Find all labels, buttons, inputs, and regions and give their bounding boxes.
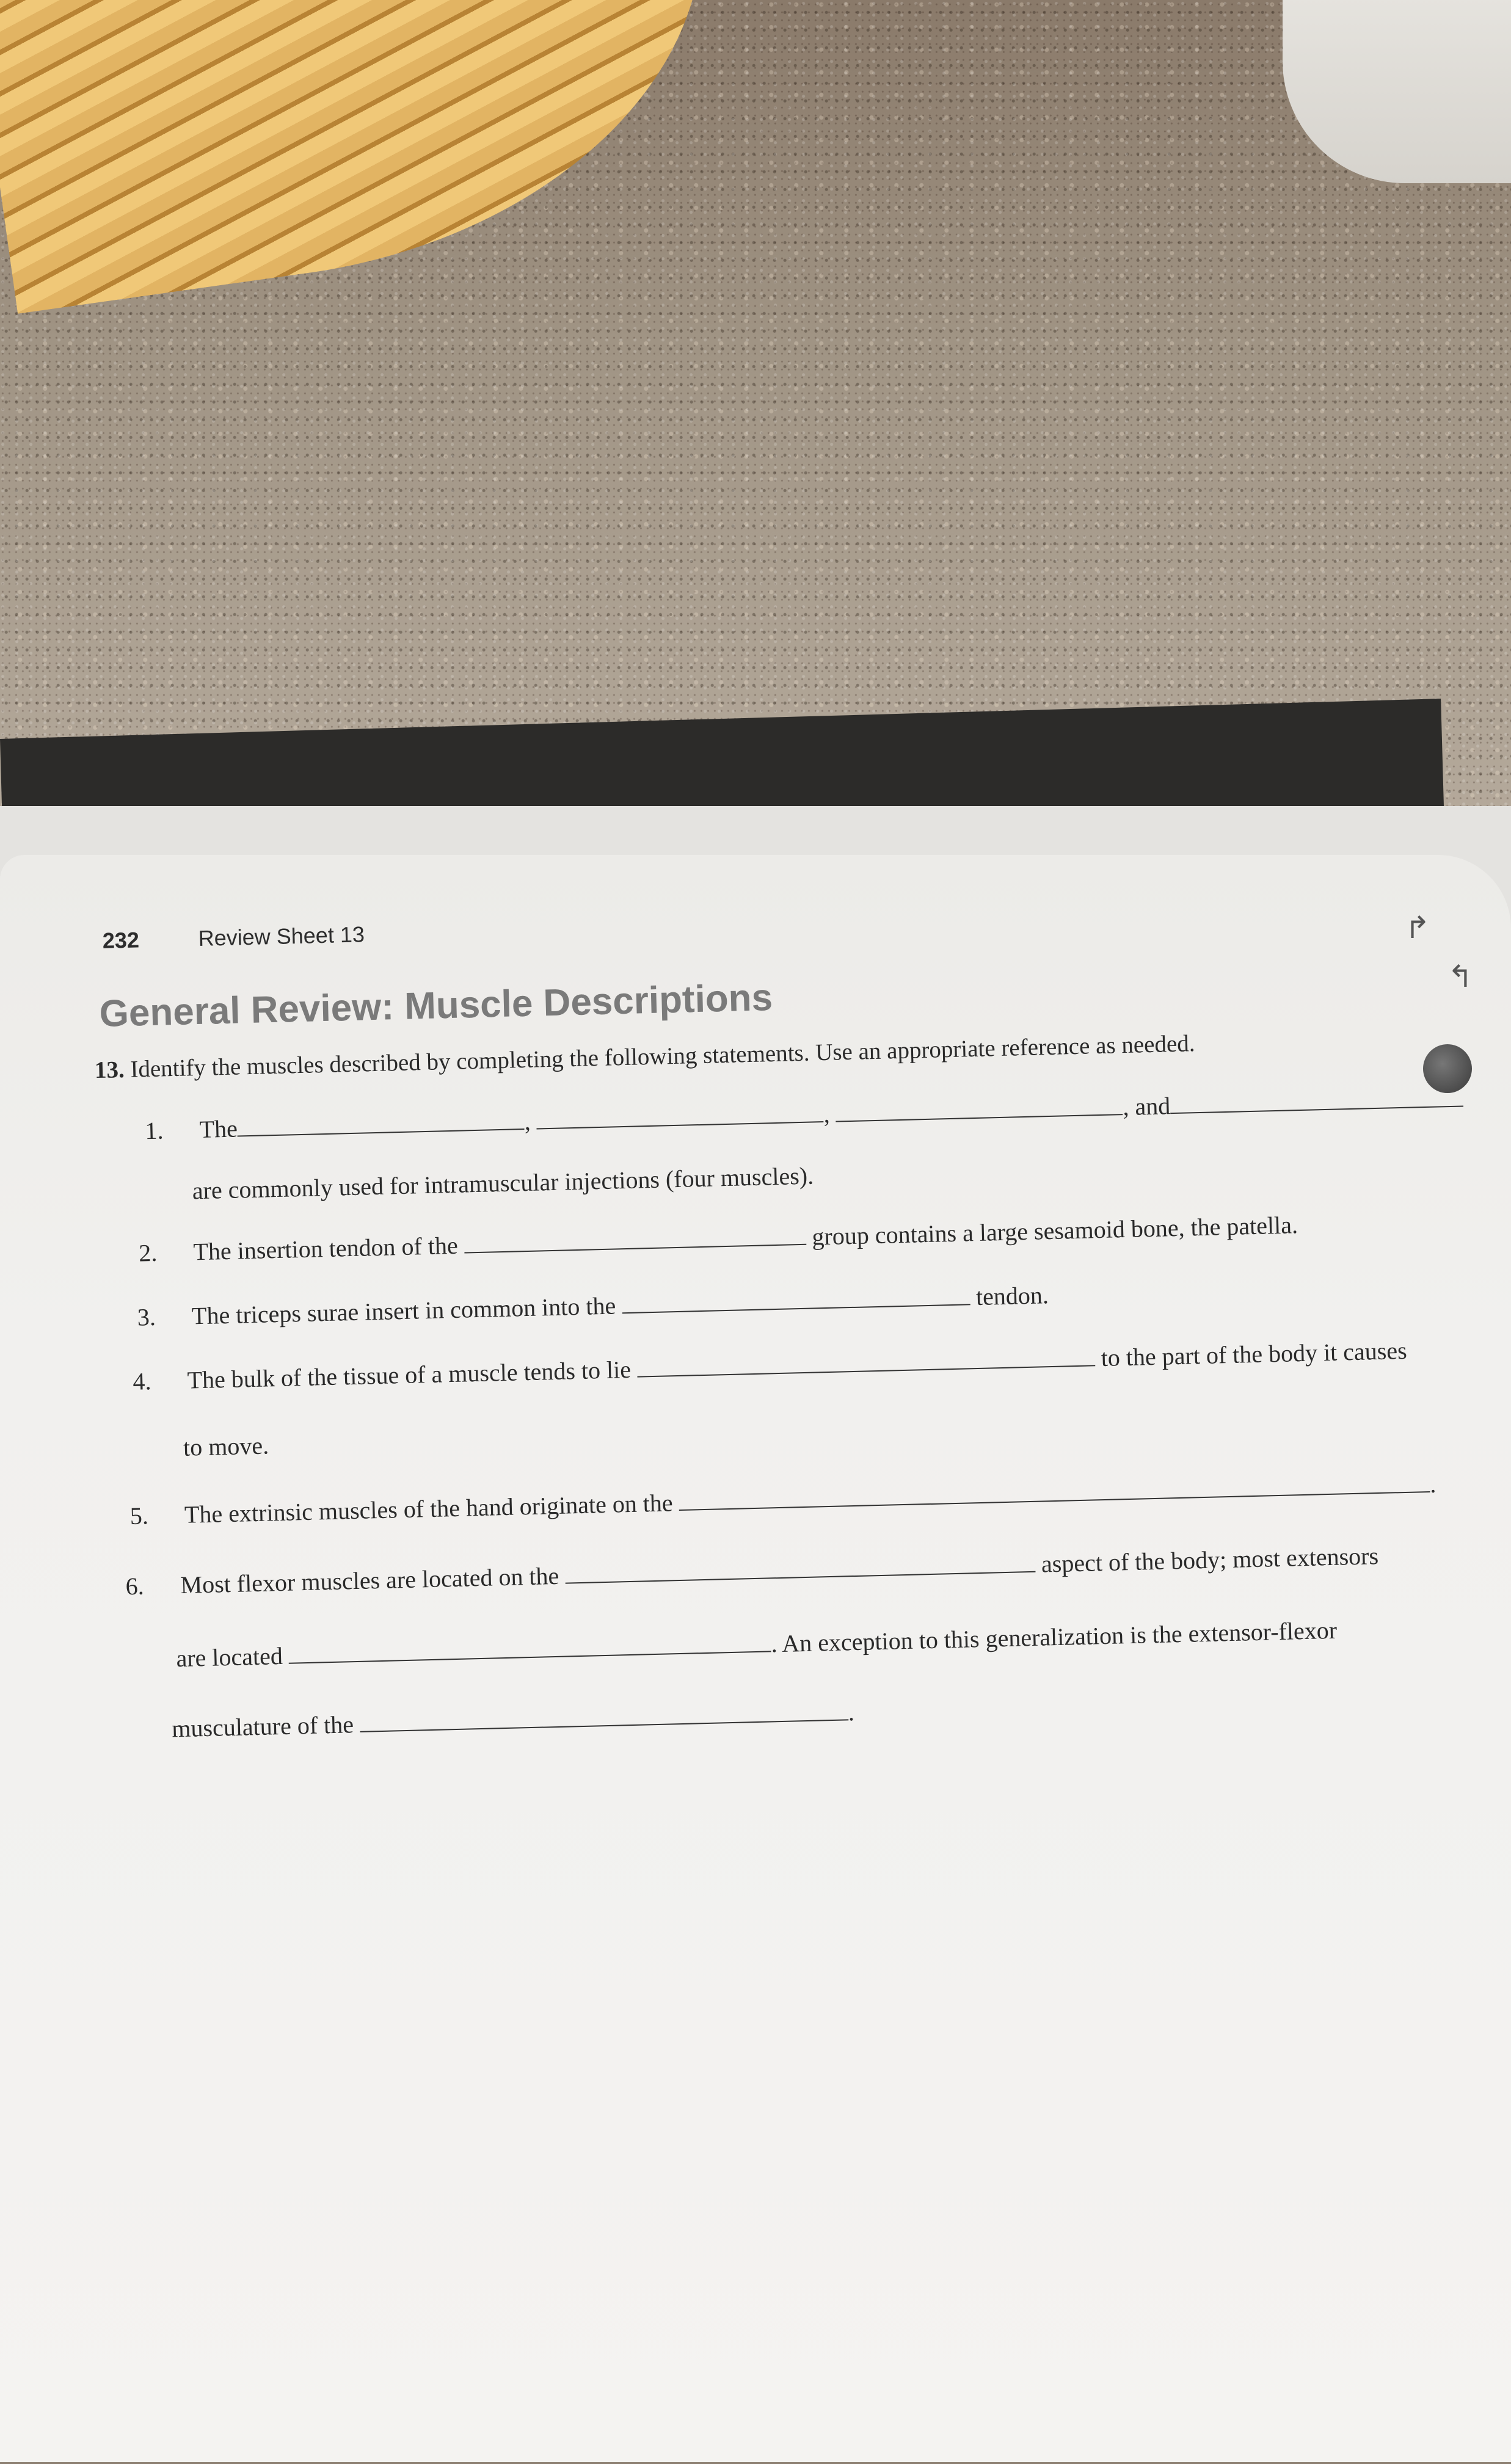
item-5-start: The extrinsic muscles of the hand originate on the [184, 1489, 674, 1528]
item-6-cont2-end: . [848, 1698, 855, 1726]
item-5-end: . [1429, 1470, 1436, 1498]
item-1-and: , and [1122, 1092, 1171, 1121]
item-6-cont2-start: musculature of the [171, 1710, 354, 1743]
item-6-start: Most flexor muscles are located on the [180, 1561, 559, 1599]
item-3-start: The triceps surae insert in common into the [191, 1292, 616, 1330]
item-1 [145, 1084, 1464, 1145]
item-5-blank[interactable] [679, 1470, 1430, 1511]
item-6-blank-3[interactable] [359, 1698, 848, 1732]
section-title: General Review: Muscle Descriptions [98, 976, 773, 1035]
item-5 [129, 1470, 1436, 1530]
item-4-end: to the part of the body it causes [1101, 1336, 1408, 1372]
item-6-cont1-start: are located [175, 1641, 283, 1673]
item-6-continuation-2 [172, 1698, 855, 1743]
item-1-comma-2: , [823, 1100, 831, 1128]
item-6-blank-1[interactable] [565, 1550, 1036, 1584]
item-4 [133, 1336, 1407, 1396]
item-2-blank[interactable] [464, 1223, 806, 1254]
item-4-continuation: to move. [183, 1431, 269, 1461]
item-4-number: 4. [132, 1367, 151, 1395]
item-6-blank-2[interactable] [288, 1630, 771, 1663]
item-6-end: aspect of the body; most extensors [1041, 1542, 1379, 1578]
item-4-blank[interactable] [636, 1344, 1095, 1377]
question-number: 13. [94, 1056, 125, 1084]
item-1-blank-1[interactable] [237, 1108, 525, 1136]
item-3-number: 3. [137, 1303, 156, 1331]
page-number: 232 [102, 927, 140, 953]
item-1-number: 1. [144, 1116, 164, 1145]
item-1-blank-4[interactable] [1170, 1085, 1464, 1114]
item-6-number: 6. [125, 1572, 145, 1601]
item-4-start: The bulk of the tissue of a muscle tends to lie [187, 1355, 632, 1394]
item-2-start: The insertion tendon of the [192, 1231, 459, 1266]
item-2-number: 2. [138, 1238, 158, 1267]
sheet-label: Review Sheet 13 [198, 921, 365, 951]
pen-mark-2: ↰ [1447, 959, 1473, 994]
item-1-start: The [199, 1114, 238, 1144]
item-2 [139, 1210, 1298, 1267]
item-2-end: group contains a large sesamoid bone, the patella. [811, 1211, 1298, 1251]
question-instruction [94, 1030, 1195, 1084]
pen-mark-1: ↱ [1405, 910, 1430, 945]
item-5-number: 5. [129, 1502, 149, 1530]
item-6-continuation-1 [176, 1616, 1338, 1673]
item-1-blank-3[interactable] [836, 1093, 1123, 1122]
item-6 [125, 1541, 1378, 1601]
item-6-cont1-end: . An exception to this generalization is the extensor-flexor [771, 1616, 1338, 1658]
item-3-end: tendon. [975, 1281, 1049, 1311]
item-3-blank[interactable] [622, 1283, 970, 1314]
item-1-continuation: are commonly used for intramuscular injections (four muscles). [192, 1161, 814, 1205]
instruction-text: Identify the muscles described by completing the following statements. Use an appropriate reference as needed. [129, 1030, 1195, 1083]
item-1-blank-2[interactable] [536, 1100, 824, 1129]
item-3 [137, 1281, 1049, 1331]
item-1-comma-1: , [524, 1107, 531, 1136]
